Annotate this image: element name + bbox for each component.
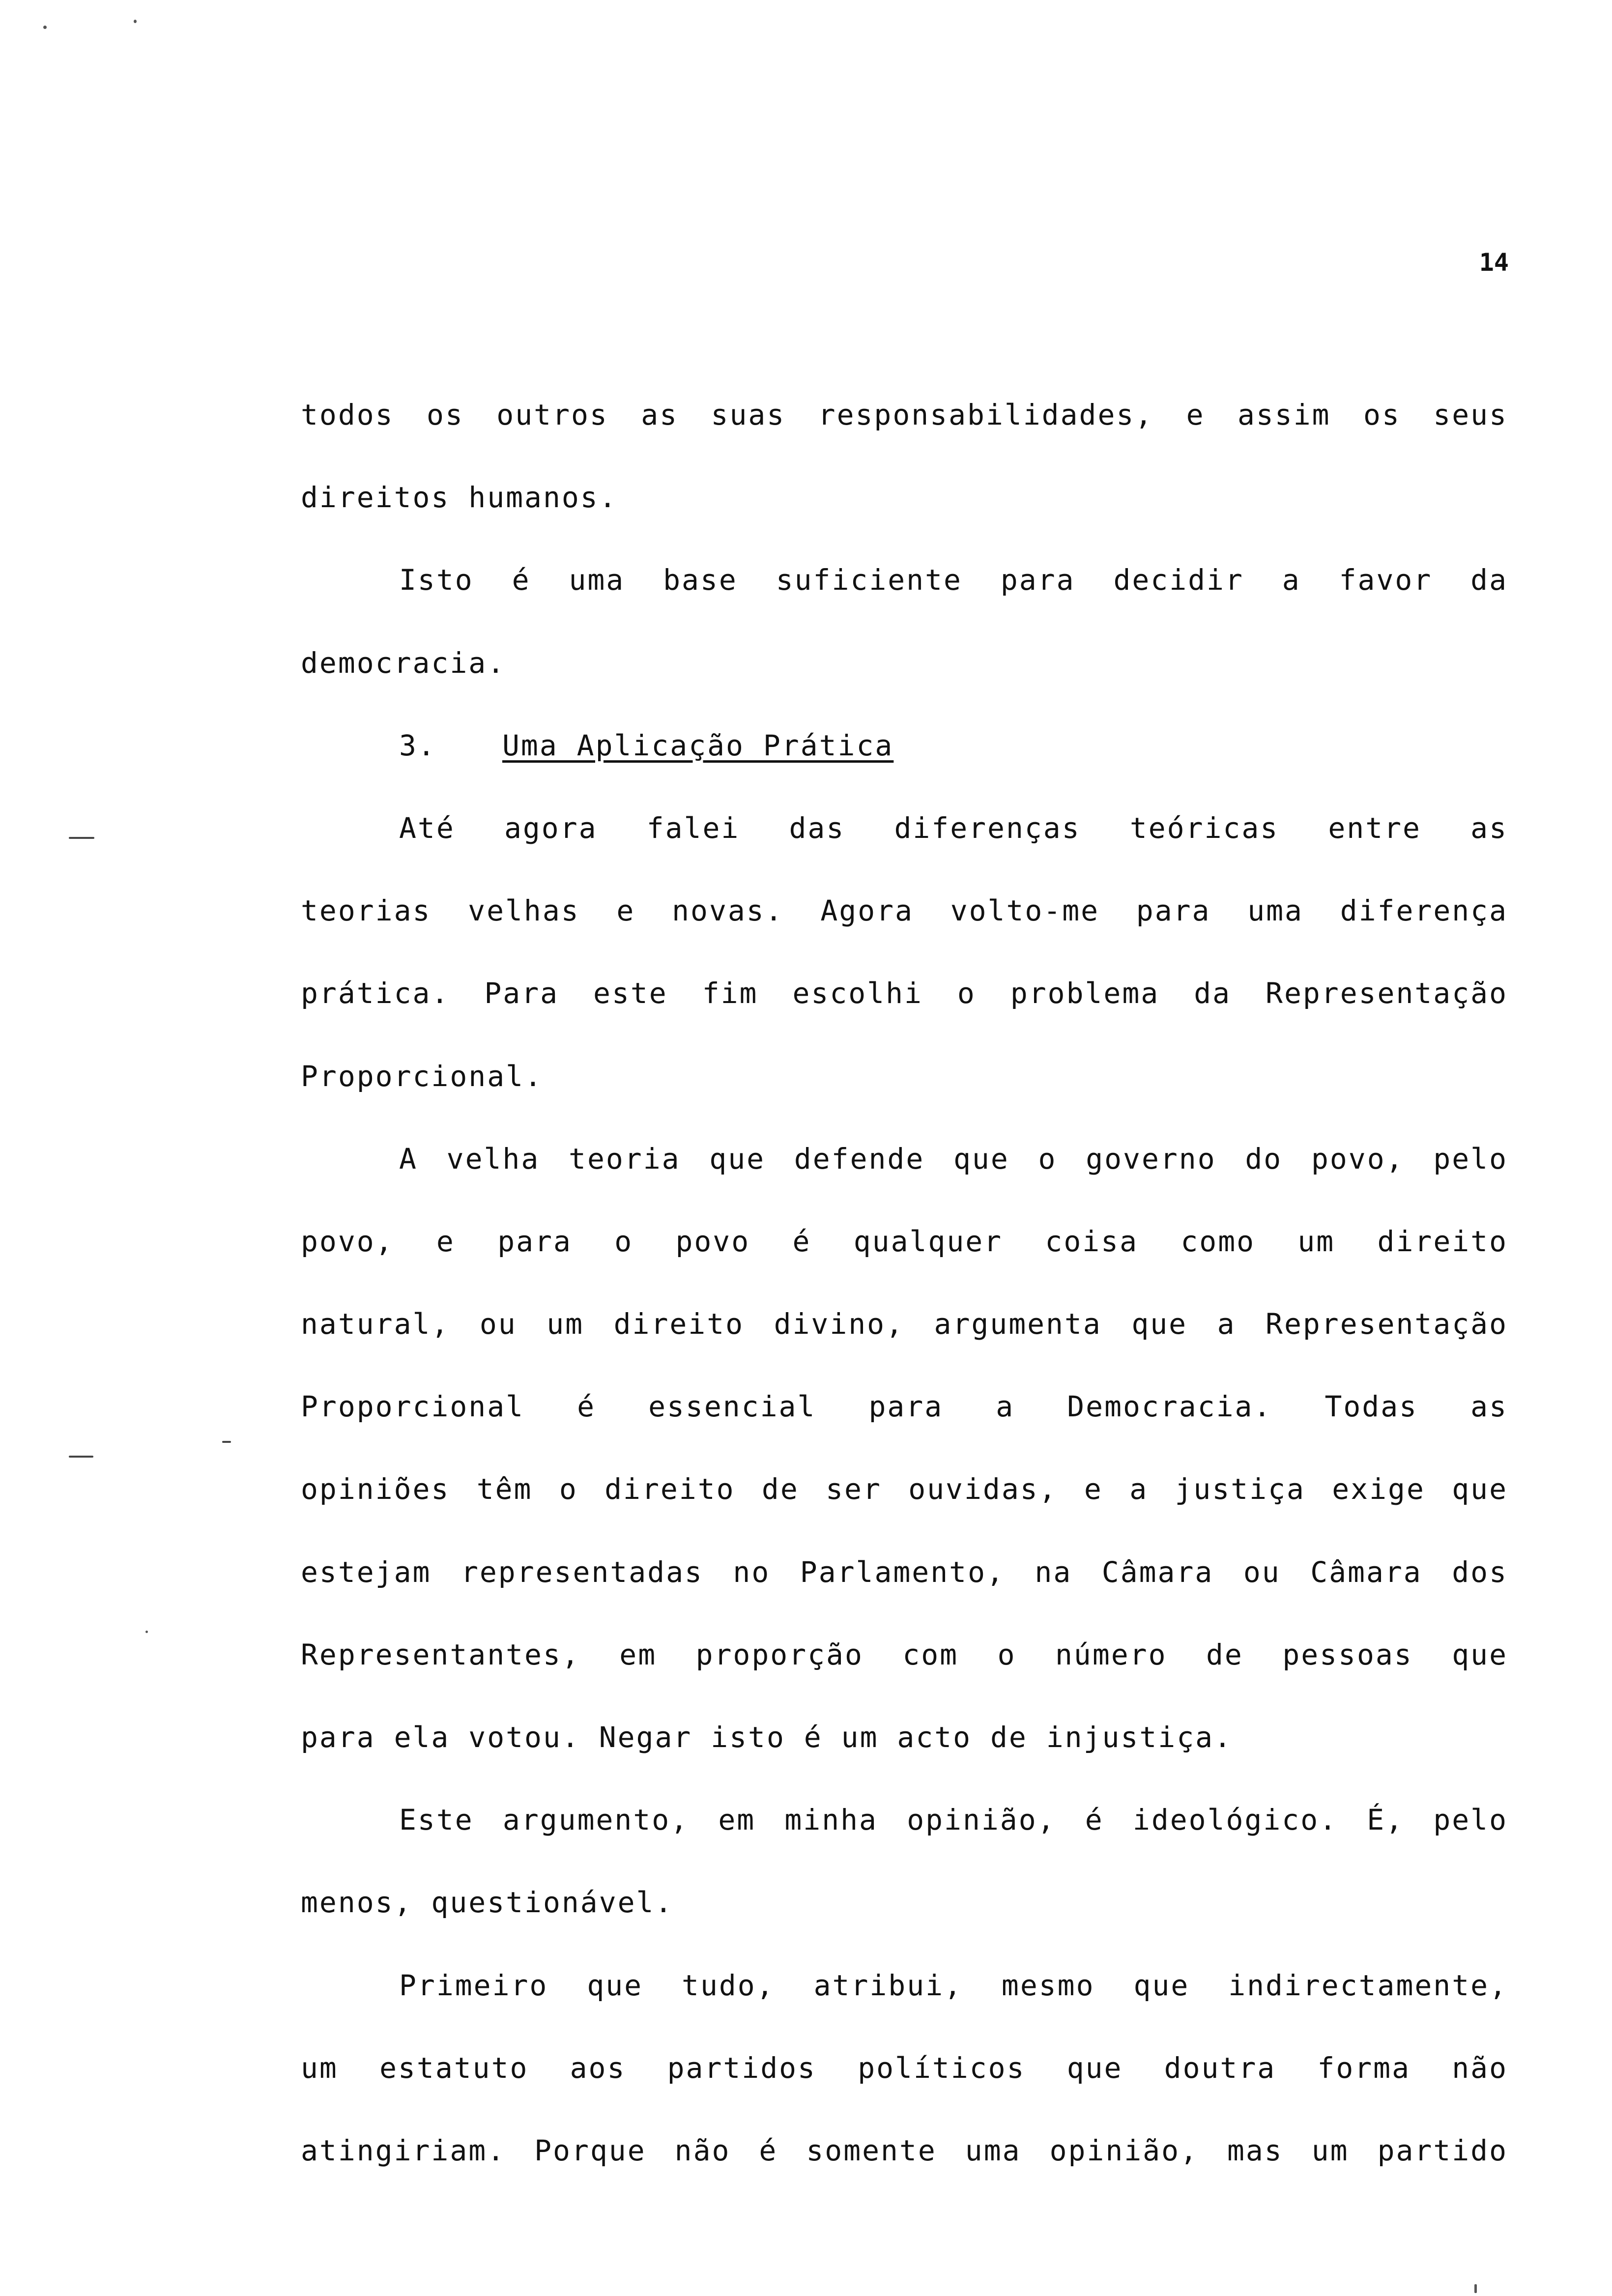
text-line: democracia. xyxy=(301,646,506,680)
text-line: natural, ou um direito divino, argumenta que a Representação xyxy=(301,1307,1508,1341)
scan-mark xyxy=(69,837,94,839)
section-number: 3. xyxy=(399,728,436,762)
text-line: prática. Para este fim escolhi o problema da Representação xyxy=(301,976,1508,1010)
text-line: teorias velhas e novas. Agora volto-me para uma diferença xyxy=(301,894,1508,928)
text-line: estejam representadas no Parlamento, na Câmara ou Câmara dos xyxy=(301,1555,1508,1589)
scan-speck xyxy=(145,1631,148,1633)
page-number: 14 xyxy=(1479,248,1509,277)
text-line: Primeiro que tudo, atribui, mesmo que indirectamente, xyxy=(399,1968,1508,2002)
text-line: povo, e para o povo é qualquer coisa como um direito xyxy=(301,1224,1508,1258)
text-line: Até agora falei das diferenças teóricas entre as xyxy=(399,811,1508,845)
text-line: para ela votou. Negar isto é um acto de injustiça. xyxy=(301,1721,1233,1754)
scan-mark xyxy=(69,1456,93,1458)
text-line: Proporcional. xyxy=(301,1059,543,1093)
section-title: Uma Aplicação Prática xyxy=(502,728,894,762)
text-line: todos os outros as suas responsabilidades, e assim os seus xyxy=(301,398,1508,431)
text-line: um estatuto aos partidos políticos que doutra forma não xyxy=(301,2051,1508,2085)
body-text xyxy=(301,373,1508,2192)
text-line: direitos humanos. xyxy=(301,481,618,515)
text-line: Proporcional é essencial para a Democracia. Todas as xyxy=(301,1390,1508,1424)
text-line: A velha teoria que defende que o governo do povo, pelo xyxy=(399,1142,1508,1176)
scan-mark xyxy=(222,1441,231,1443)
scan-speck xyxy=(134,20,137,23)
text-line: Isto é uma base suficiente para decidir a favor da xyxy=(399,563,1508,597)
text-line: Representantes, em proporção com o número de pessoas que xyxy=(301,1637,1508,1671)
scan-speck xyxy=(1474,2284,1477,2293)
text-line: opiniões têm o direito de ser ouvidas, e a justiça exige que xyxy=(301,1472,1508,1506)
text-line: Este argumento, em minha opinião, é ideológico. É, pelo xyxy=(399,1803,1508,1837)
scan-speck xyxy=(43,26,47,29)
text-line: menos, questionável. xyxy=(301,1886,674,1920)
text-line: atingiriam. Porque não é somente uma opinião, mas um partido xyxy=(301,2133,1508,2167)
section-heading xyxy=(301,704,1508,787)
